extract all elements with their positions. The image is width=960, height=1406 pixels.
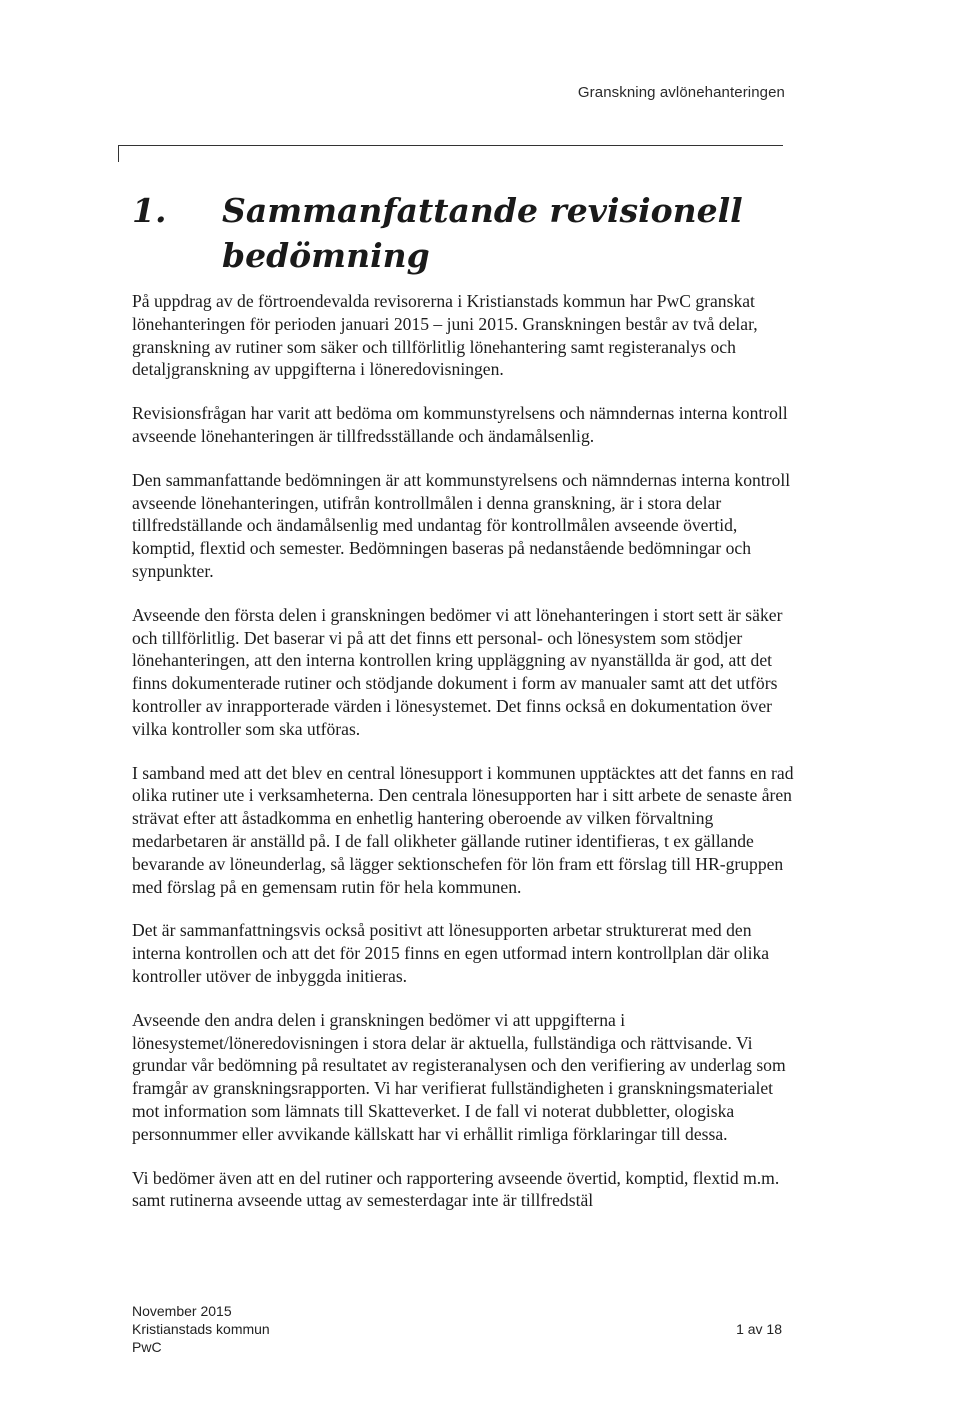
footer-info bbox=[132, 1302, 782, 1356]
paragraph: Avseende den första delen i granskningen bedömer vi att lönehanteringen i stort sett är säker och tillförlitlig. Det baserar vi på att det finns ett personal- och lönesystem som stödjer lönehanteringen, att den interna kontrollen kring uppläggning av nyanställda är god, att det finns dokumenterade rutiner och stödjande dokument i form av manualer samt att det utförs kontroller av inrapporterade värden i lönesystemet. Det finns också en dokumentation över vilka kontroller som ska utföras. bbox=[132, 604, 783, 739]
page-number: 1 av 18 bbox=[736, 1321, 782, 1337]
paragraph: Det är sammanfattningsvis också positivt att lönesupporten arbetar strukturerat med den interna kontrollen och att det för 2015 finns en egen utformad intern kontrollplan där olika kontroller utöver de inbyggda initieras. bbox=[132, 920, 770, 986]
paragraph: Revisionsfrågan har varit att bedöma om kommunstyrelsens och nämndernas interna kontroll avseende lönehanteringen är tillfredsställande och ändamålsenlig. bbox=[132, 403, 788, 446]
section-heading bbox=[132, 188, 792, 278]
paragraph: Avseende den andra delen i granskningen bedömer vi att uppgifterna i lönesystemet/löneredovisningen i stora delar är aktuella, fullständiga och rättvisande. Vi grundar vår bedömning på resultatet av registeranalysen och den verifiering av underlag som framgår av granskningsrapporten. Vi har verifierat fullständigheten i granskningsmaterialet mot information som lämnats till Skatteverket. I de fall vi noterat dubbletter, ologiska personnummer eller avvikande källskatt har vi erhållit rimliga förklaringar till dessa. bbox=[132, 1009, 786, 1144]
header-divider bbox=[118, 145, 783, 146]
section-title: Sammanfattande revisionell bedömning bbox=[222, 191, 743, 275]
footer-company: PwC bbox=[132, 1339, 162, 1355]
paragraph: I samband med att det blev en central lönesupport i kommunen upptäcktes att det fanns en rad olika rutiner ute i verksamheterna. Den centrala lönesupporten har i sitt arbete de senaste åren strävat efter att åstadkomma en enhetlig hantering oberoende av vilken förvaltning medarbetaren är anställd på. I de fall olikheter gällande rutiner identifieras, t ex gällande bevarande av löneunderlag, så lägger sektionschefen för lön fram ett förslag till HR-gruppen med förslag på en gemensam rutin för hela kommunen. bbox=[132, 762, 794, 897]
paragraph: Vi bedömer även att en del rutiner och rapportering avseende övertid, komptid, flextid m.m. samt rutinerna avseende uttag av semesterdagar inte är tillfredstäl bbox=[132, 1167, 780, 1211]
header-divider-tick bbox=[118, 145, 119, 162]
paragraph: På uppdrag av de förtroendevalda revisorerna i Kristianstads kommun har PwC granskat lönehanteringen för perioden januari 2015 – juni 2015. Granskningen består av två delar, granskning av rutiner som säker och tillförlitlig lönehantering samt registeranalys och detaljgranskning av uppgifterna i löneredovisningen. bbox=[132, 291, 758, 380]
footer-organization: Kristianstads kommun bbox=[132, 1321, 270, 1337]
running-header-title: Granskning avlönehanteringen bbox=[577, 84, 785, 101]
section-number: 1. bbox=[132, 191, 167, 230]
section-body bbox=[132, 290, 797, 1233]
paragraph: Den sammanfattande bedömningen är att kommunstyrelsens och nämndernas interna kontroll avseende lönehanteringen, utifrån kontrollmålen i denna granskning, är i stora delar tillfredställande och ändamålsenlig med undantag för kontrollmålen avseende övertid, komptid, flextid och semester. Bedömningen baseras på nedanstående bedömningar och synpunkter. bbox=[132, 469, 791, 581]
footer-date: November 2015 bbox=[132, 1303, 232, 1319]
page-footer bbox=[132, 1302, 782, 1356]
